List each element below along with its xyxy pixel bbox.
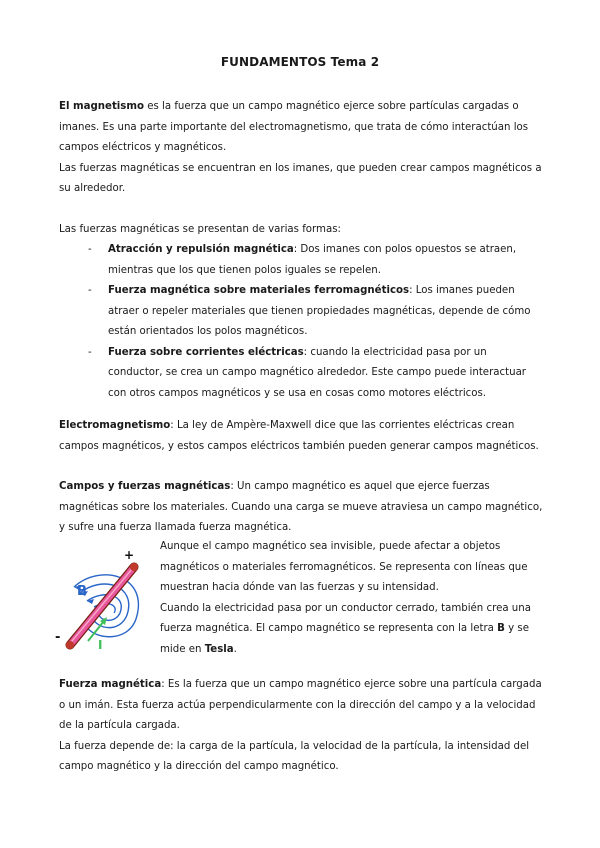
fuerza-paragraph xyxy=(59,675,543,778)
bullet-dash: - xyxy=(88,285,92,296)
figure-text-1: Aunque el campo magnético sea invisible, puede afectar a objetos magnéticos o materiales ferromagnéticos. Se representa con líneas que muestran hacia dónde van las fuerzas y su intensidad. xyxy=(160,541,528,593)
minus-terminal-label: - xyxy=(55,630,61,645)
plus-terminal-label: + xyxy=(124,548,135,562)
campos-paragraph xyxy=(59,477,543,539)
figure-text-2b: y se mide en xyxy=(160,623,530,655)
list-item-term: Atracción y repulsión magnética xyxy=(108,244,294,255)
electromagnetismo-text: : La ley de Ampère-Maxwell dice que las corrientes eléctricas crean campos magnéticos, y estos campos eléctricos también pueden generar campos magnéticos. xyxy=(59,420,539,452)
bullet-dash: - xyxy=(88,244,92,255)
list-item xyxy=(88,343,543,405)
page-title: FUNDAMENTOS Tema 2 xyxy=(220,55,380,69)
fuerza-text: : Es la fuerza que un campo magnético ejerce sobre una partícula cargada o un imán. Esta fuerza actúa perpendicularmente con la dirección del campo y a la velocidad de la partícula cargada. xyxy=(59,679,542,731)
intro-text-2: Las fuerzas magnéticas se encuentran en los imanes, que pueden crear campos magnéticos a su alrededor. xyxy=(59,162,542,194)
figure-text-b-symbol: B xyxy=(497,623,505,634)
intro-term: El magnetismo xyxy=(59,101,144,112)
campos-term: Campos y fuerzas magnéticas xyxy=(59,481,231,492)
forms-lead: Las fuerzas magnéticas se presentan de varias formas: xyxy=(59,224,341,235)
bullet-dash: - xyxy=(88,346,92,358)
magnetic-field-figure xyxy=(52,545,162,660)
list-item-text: : Dos imanes con polos opuestos se atraen, mientras que los que tienen polos iguales se repelen. xyxy=(108,244,517,276)
list-item-term: Fuerza magnética sobre materiales ferromagnéticos xyxy=(108,285,410,296)
intro-paragraph xyxy=(59,97,543,200)
campos-text: : Un campo magnético es aquel que ejerce fuerzas magnéticas sobre los materiales. Cuando una carga se mueve atraviesa un campo magnético, y sufre una fuerza llamada fuerza magnética. xyxy=(59,481,543,533)
fuerza-term: Fuerza magnética xyxy=(59,679,162,690)
figure-description xyxy=(160,537,544,660)
field-label-b: B xyxy=(77,584,87,599)
list-item-term: Fuerza sobre corrientes eléctricas xyxy=(108,346,304,358)
fuerza-text-2: La fuerza depende de: la carga de la partícula, la velocidad de la partícula, la intensidad del campo magnético y la dirección del campo magnético. xyxy=(59,740,530,772)
figure-text-tesla: Tesla xyxy=(204,643,234,655)
electromagnetismo-term: Electromagnetismo xyxy=(59,420,171,431)
forms-list xyxy=(88,240,543,404)
list-item-text: : cuando la electricidad pasa por un conductor, se crea un campo magnético alrededor. Este campo puede interactuar con otros campos magnéticos y se usa en cosas como motores eléctricos. xyxy=(108,346,526,399)
list-item-text: : Los imanes pueden atraer o repeler materiales que tienen propiedades magnéticas, depende de cómo están orientados los polos magnéticos. xyxy=(108,285,531,337)
list-item xyxy=(88,240,543,281)
current-label-i: I xyxy=(98,638,103,652)
electromagnetismo-paragraph xyxy=(59,416,543,457)
figure-text-2a: Cuando la electricidad pasa por un conductor cerrado, también crea una fuerza magnética. El campo magnético se representa con la letra xyxy=(160,602,531,634)
figure-text-2c: . xyxy=(233,643,237,655)
intro-text: es la fuerza que un campo magnético ejerce sobre partículas cargadas o imanes. Es una parte importante del electromagnetismo, que trata de cómo interactúan los campos eléctricos y magnéticos. xyxy=(59,101,529,153)
list-item xyxy=(88,281,543,343)
